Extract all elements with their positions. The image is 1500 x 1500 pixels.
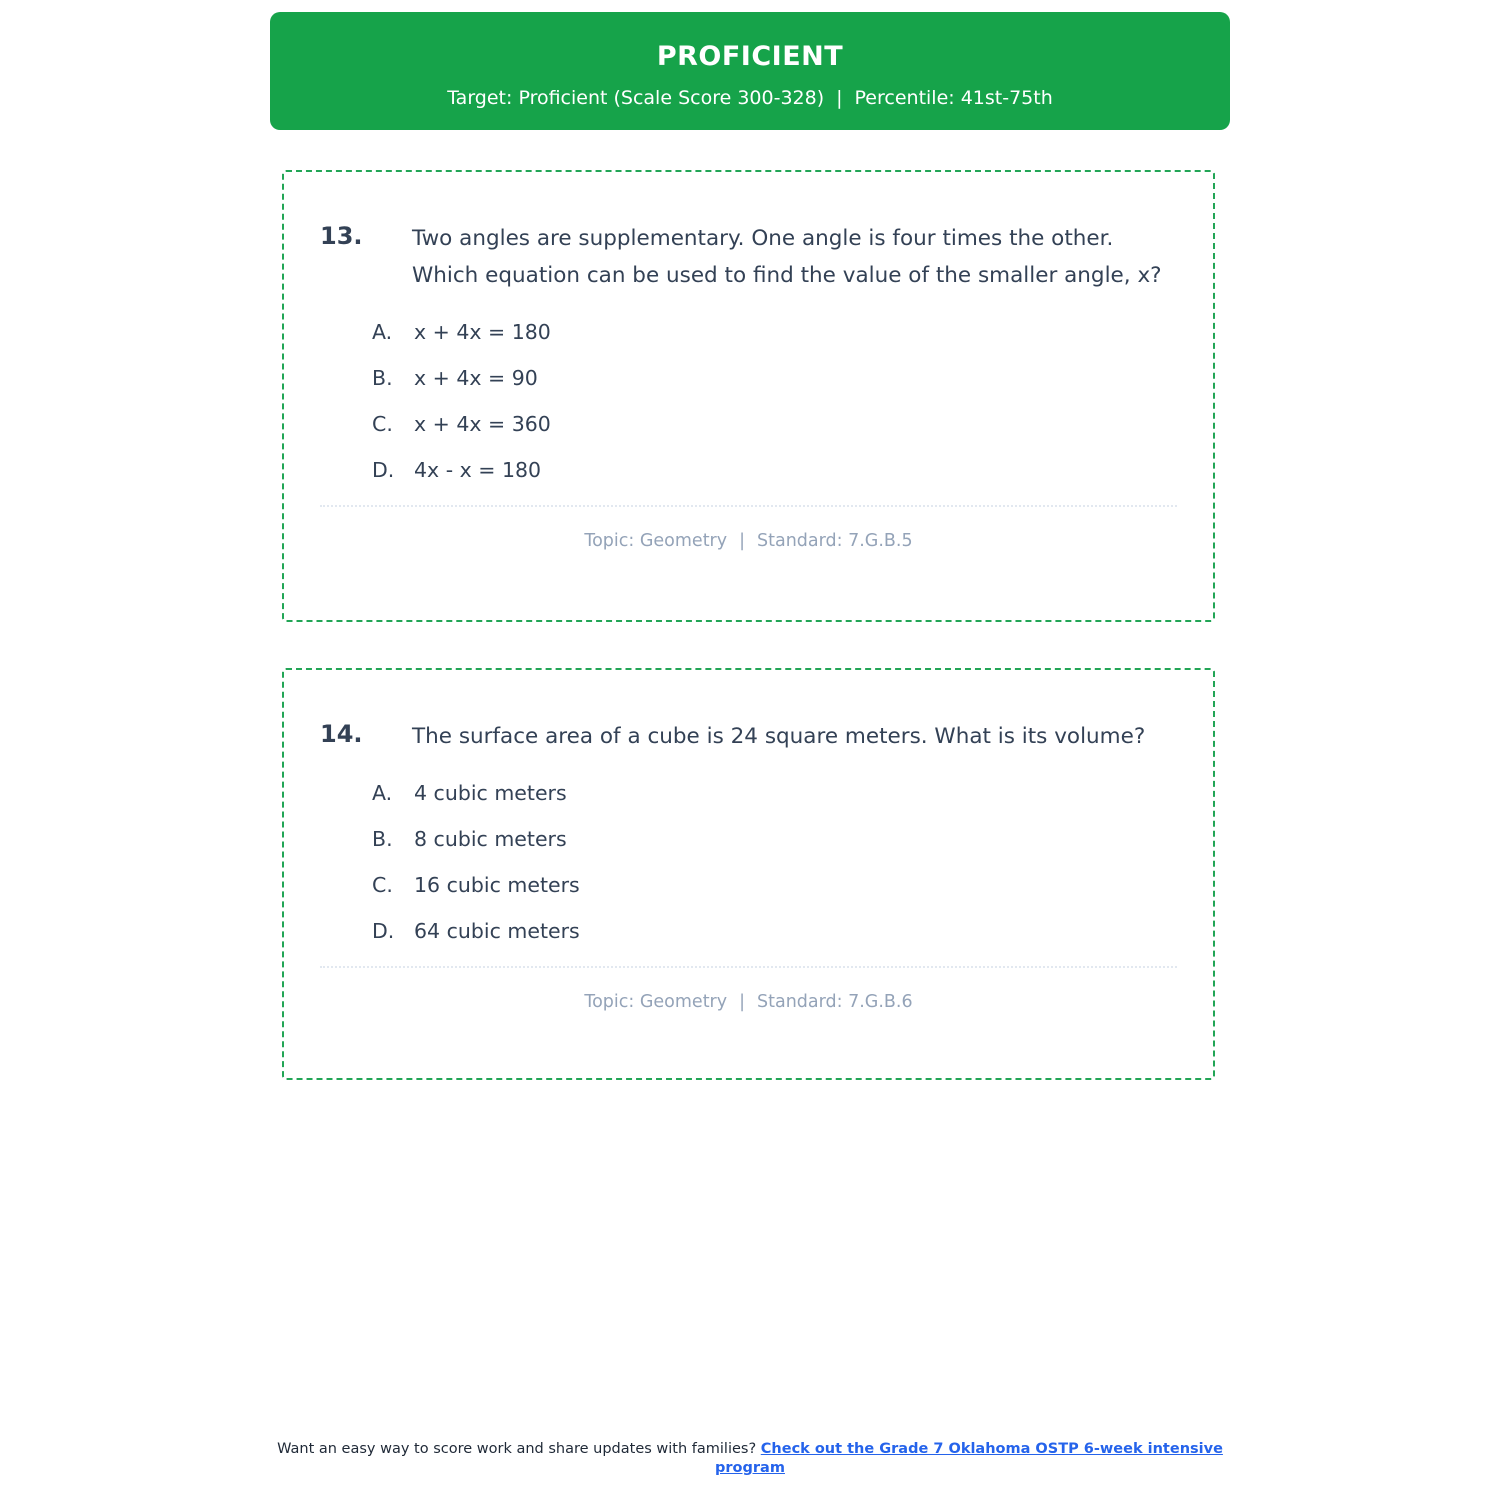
question-number: 14. <box>320 720 363 748</box>
answer-option-c[interactable] <box>372 874 1177 897</box>
page-footer <box>260 1440 1240 1478</box>
option-letter: A. <box>372 320 393 344</box>
option-text: x + 4x = 360 <box>414 412 551 436</box>
answer-option-d[interactable] <box>372 459 1177 482</box>
proficiency-banner <box>270 12 1230 130</box>
option-text: 8 cubic meters <box>414 827 567 851</box>
standard-label: Standard: 7.G.B.5 <box>757 531 913 551</box>
question-row <box>320 220 1177 294</box>
question-meta <box>320 992 1177 1012</box>
answer-options <box>372 782 1177 943</box>
question-card-13 <box>282 170 1215 622</box>
answer-option-a[interactable] <box>372 321 1177 344</box>
banner-title: PROFICIENT <box>656 41 844 72</box>
topic-label: Topic: Geometry <box>584 992 728 1012</box>
option-letter: D. <box>372 919 395 943</box>
option-letter: B. <box>372 366 393 390</box>
banner-target-text: Target: Proficient (Scale Score 300-328) <box>447 87 825 109</box>
option-text: 16 cubic meters <box>414 873 580 897</box>
option-text: 4x - x = 180 <box>414 458 542 482</box>
option-text: 4 cubic meters <box>414 781 567 805</box>
standard-label: Standard: 7.G.B.6 <box>757 992 913 1012</box>
question-card-14 <box>282 668 1215 1080</box>
answer-option-a[interactable] <box>372 782 1177 805</box>
meta-separator: | <box>739 531 746 551</box>
answer-option-b[interactable] <box>372 828 1177 851</box>
card-divider <box>320 966 1177 968</box>
answer-option-d[interactable] <box>372 920 1177 943</box>
footer-text: Want an easy way to score work and share updates with families? <box>277 1441 761 1457</box>
meta-separator: | <box>739 992 746 1012</box>
banner-separator: | <box>836 87 843 109</box>
option-letter: B. <box>372 827 393 851</box>
question-meta <box>320 531 1177 551</box>
option-letter: C. <box>372 412 393 436</box>
answer-options <box>372 321 1177 482</box>
option-letter: C. <box>372 873 393 897</box>
answer-option-b[interactable] <box>372 367 1177 390</box>
banner-percentile-text: Percentile: 41st-75th <box>854 87 1053 109</box>
question-number: 13. <box>320 222 363 250</box>
question-text: The surface area of a cube is 24 square meters. What is its volume? <box>412 724 1146 749</box>
question-row <box>320 718 1177 755</box>
banner-subtitle <box>270 87 1230 109</box>
question-text: Two angles are supplementary. One angle is four times the other. Which equation can be used to find the value of the smaller angle, x? <box>412 226 1162 288</box>
option-text: x + 4x = 90 <box>414 366 538 390</box>
answer-option-c[interactable] <box>372 413 1177 436</box>
card-divider <box>320 505 1177 507</box>
option-text: 64 cubic meters <box>414 919 580 943</box>
option-letter: A. <box>372 781 393 805</box>
option-letter: D. <box>372 458 395 482</box>
option-text: x + 4x = 180 <box>414 320 551 344</box>
topic-label: Topic: Geometry <box>584 531 728 551</box>
program-link[interactable]: Check out the Grade 7 Oklahoma OSTP 6-week intensive program <box>715 1441 1223 1476</box>
